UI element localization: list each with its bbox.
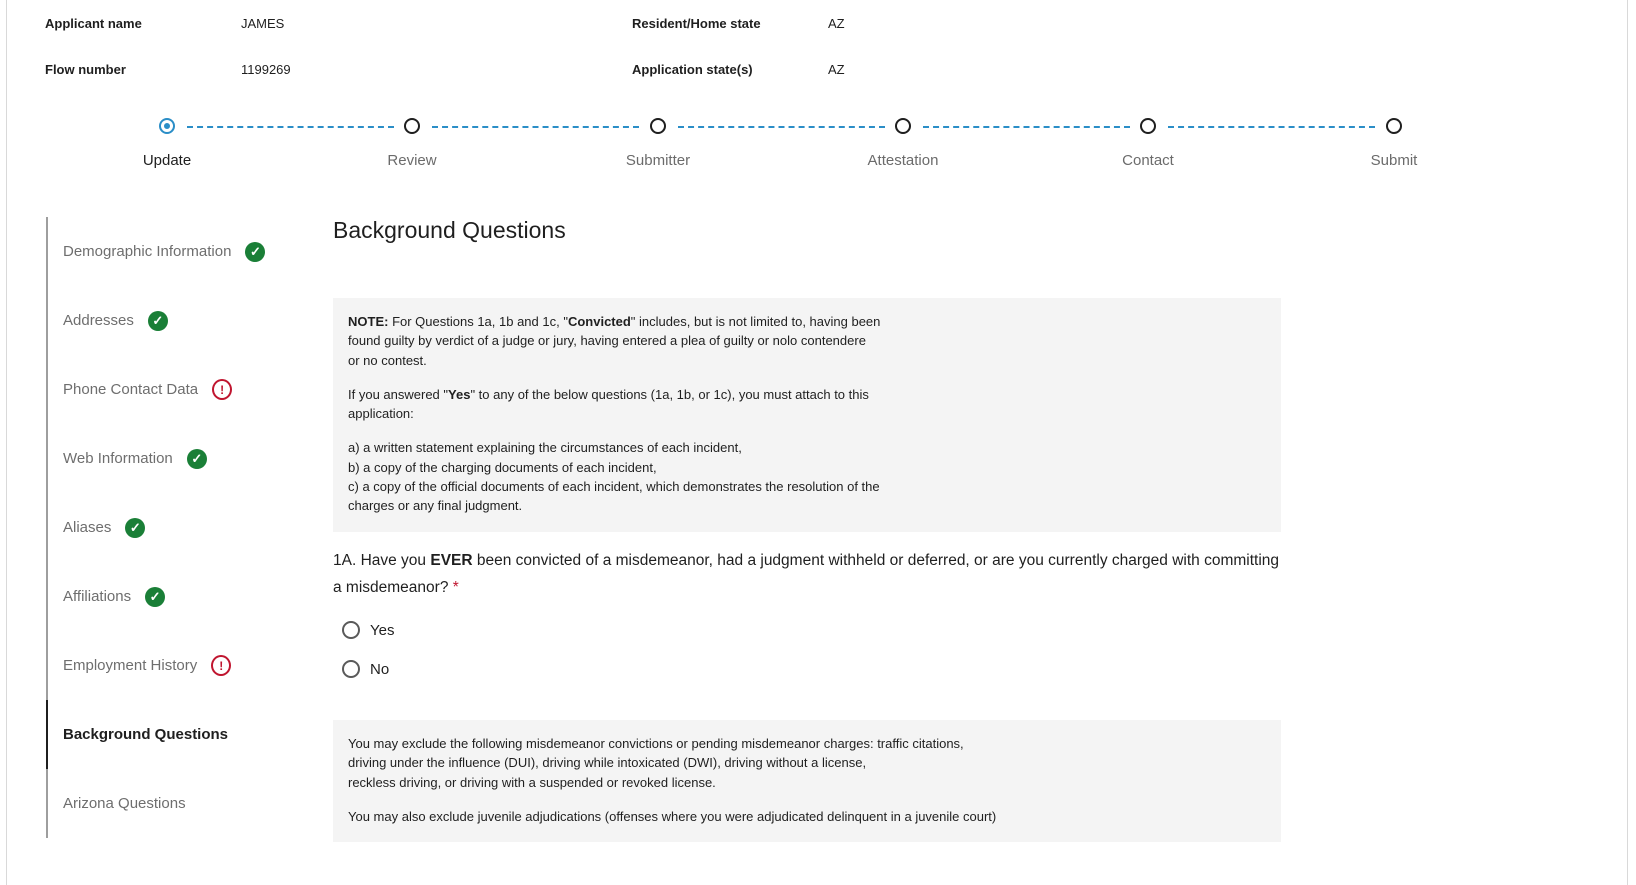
note-text: a) a written statement explaining the circumstances of each incident, [348, 440, 742, 456]
step-circle-icon [1140, 118, 1156, 134]
sidebar-item-demographic-information[interactable] [48, 217, 298, 286]
sidebar-item-addresses[interactable] [48, 286, 298, 355]
note-paragraph [348, 807, 1266, 826]
sidebar-item-phone-contact-data[interactable] [48, 355, 298, 424]
check-circle-icon: ✓ [145, 587, 165, 607]
note-paragraph [348, 438, 1266, 515]
check-circle-icon: ✓ [148, 311, 168, 331]
radio-button-icon[interactable] [342, 660, 360, 678]
application-state-label: Application state(s) [632, 62, 753, 77]
applicant-name-label: Applicant name [45, 16, 142, 31]
page-title: Background Questions [333, 217, 566, 243]
sidebar-item-aliases[interactable] [48, 493, 298, 562]
check-circle-icon: ✓ [187, 449, 207, 469]
step-submitter[interactable] [588, 118, 728, 169]
note-text: " to any of the below questions (1a, 1b, or 1c), you must attach to this [470, 386, 869, 402]
note-text: " includes, but is not limited to, having been [630, 314, 881, 329]
step-label: Review [387, 152, 437, 169]
check-circle-icon: ✓ [245, 242, 265, 262]
note-text: or no contest. [348, 352, 427, 368]
radio-option-yes[interactable] [342, 621, 394, 639]
sidebar-item-label: Background Questions [63, 726, 229, 743]
note-text: charges or any final judgment. [348, 498, 523, 514]
step-label: Submit [1370, 152, 1418, 169]
step-label: Update [142, 152, 192, 169]
flow-number-label: Flow number [45, 62, 126, 77]
note-paragraph [348, 312, 1266, 370]
resident-state-label: Resident/Home state [632, 16, 761, 31]
application-state-value: AZ [828, 62, 845, 77]
step-circle-icon [650, 118, 666, 134]
sidebar-item-background-questions[interactable] [48, 700, 298, 769]
exclamation-circle-icon: ! [211, 656, 231, 676]
step-update[interactable] [97, 118, 237, 169]
sidebar-item-label: Aliases [63, 519, 112, 536]
step-review[interactable] [342, 118, 482, 169]
sidebar-item-employment-history[interactable] [48, 631, 298, 700]
sidebar-item-label: Web Information [63, 450, 173, 467]
radio-button-icon[interactable] [342, 621, 360, 639]
step-attestation[interactable] [833, 118, 973, 169]
note-text: You may also exclude juvenile adjudications (offenses where you were adjudicated delinquent in a juvenile court) [348, 808, 997, 824]
radio-label: No [370, 660, 390, 678]
sidebar-item-arizona-questions[interactable] [48, 769, 298, 838]
question-1a [333, 548, 1283, 601]
note-text: For Questions 1a, 1b and 1c, " [388, 314, 568, 329]
note-text: c) a copy of the official documents of each incident, which demonstrates the resolution of the [348, 479, 880, 495]
exclamation-circle-icon: ! [212, 380, 232, 400]
note-text: You may exclude the following misdemeanor convictions or pending misdemeanor charges: traffic citations, [348, 736, 964, 751]
note-text: If you answered " [348, 386, 449, 402]
step-label: Contact [1122, 152, 1174, 169]
note-text: b) a copy of the charging documents of each incident, [348, 459, 657, 475]
question-text: 1A. Have you [333, 552, 431, 569]
progress-stepper [0, 118, 1636, 188]
step-circle-icon [1386, 118, 1402, 134]
section-sidebar [46, 217, 298, 838]
note-text: application: [348, 406, 414, 422]
conviction-note-box [333, 298, 1281, 532]
step-submit[interactable] [1324, 118, 1464, 169]
step-circle-icon [895, 118, 911, 134]
sidebar-item-label: Employment History [63, 657, 198, 674]
sidebar-item-label: Addresses [63, 312, 134, 329]
sidebar-item-label: Phone Contact Data [63, 381, 199, 398]
sidebar-item-label: Arizona Questions [63, 795, 186, 812]
step-contact[interactable] [1078, 118, 1218, 169]
note-prefix: NOTE: [348, 314, 389, 329]
sidebar-item-web-information[interactable] [48, 424, 298, 493]
sidebar-item-label: Demographic Information [63, 243, 232, 260]
note-paragraph [348, 734, 1266, 792]
step-label: Submitter [625, 152, 691, 169]
question-emphasis: EVER [430, 552, 473, 569]
resident-state-value: AZ [828, 16, 845, 31]
note-text: driving under the influence (DUI), driving while intoxicated (DWI), driving without a license, [348, 755, 867, 771]
note-text: found guilty by verdict of a judge or jury, having entered a plea of guilty or nolo contendere [348, 333, 866, 349]
step-active-circle-icon [159, 118, 175, 134]
step-circle-icon [404, 118, 420, 134]
required-asterisk: * [452, 578, 459, 596]
check-circle-icon: ✓ [125, 518, 145, 538]
note-text: reckless driving, or driving with a suspended or revoked license. [348, 774, 716, 790]
question-text: been convicted of a misdemeanor, had a judgment withheld or deferred, or are you currently charged with committing a misdemeanor? [333, 552, 1280, 596]
flow-number-value: 1199269 [241, 62, 291, 77]
note-bold: Yes [448, 386, 471, 402]
exclusion-note-box [333, 720, 1281, 842]
radio-label: Yes [370, 621, 395, 639]
sidebar-item-label: Affiliations [63, 588, 132, 605]
note-bold: Convicted [567, 314, 631, 329]
step-label: Attestation [867, 152, 939, 169]
note-paragraph [348, 385, 1266, 424]
applicant-name-value: JAMES [241, 16, 285, 31]
sidebar-item-affiliations[interactable] [48, 562, 298, 631]
radio-option-no[interactable] [342, 660, 389, 678]
